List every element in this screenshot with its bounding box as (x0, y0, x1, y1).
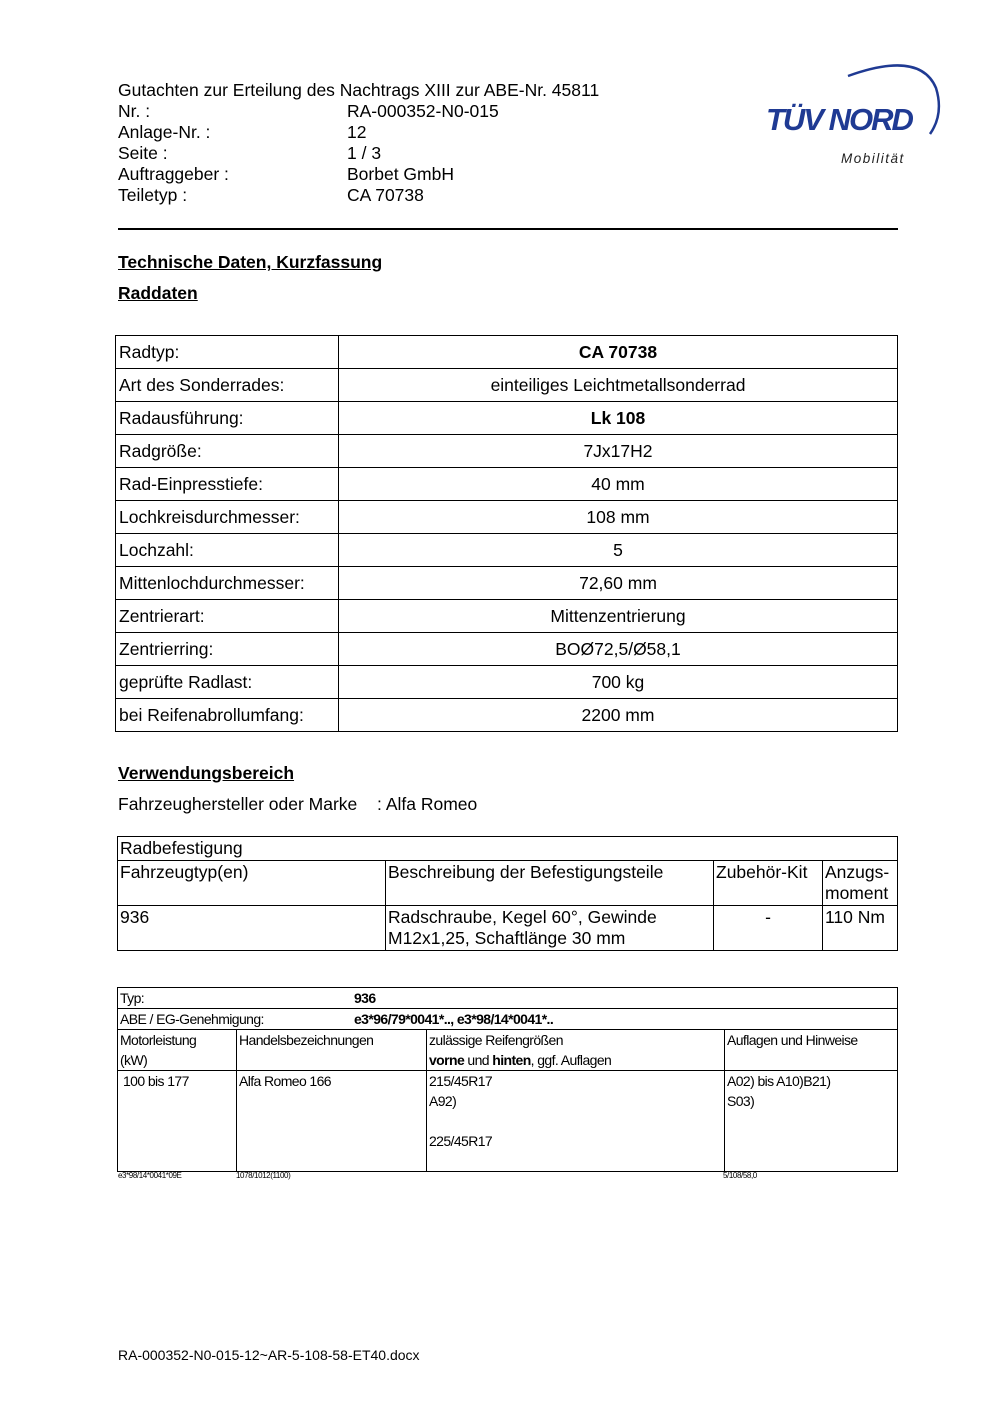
column-header: Beschreibung der Befestigungsteile (386, 861, 714, 906)
header-row-auftraggeber (118, 164, 454, 185)
header-label: Teiletyp : (118, 185, 188, 205)
table-row (116, 336, 898, 369)
wheel-label: Lochzahl: (116, 534, 339, 567)
type-value: 936 (354, 990, 376, 1006)
section-usage: Verwendungsbereich (118, 763, 295, 783)
column-header: Handelsbezeichnungen (237, 1030, 427, 1071)
header-label: Nr. : (118, 101, 151, 121)
wheel-value: 72,60 mm (339, 567, 898, 600)
wheel-data-table (115, 335, 898, 732)
wheel-value: Lk 108 (339, 402, 898, 435)
table-header-row (118, 861, 898, 906)
table-row (116, 600, 898, 633)
table-row (116, 633, 898, 666)
type-row (118, 988, 898, 1009)
power-cell: 100 bis 177 (118, 1071, 237, 1172)
wheel-label: Zentrierart: (116, 600, 339, 633)
table-row (116, 567, 898, 600)
table-row (118, 837, 898, 861)
wheel-label: Radgröße: (116, 435, 339, 468)
header-value: 1 / 3 (347, 143, 382, 163)
table-row (116, 501, 898, 534)
wheel-value: BOØ72,5/Ø58,1 (339, 633, 898, 666)
fixing-kit: - (714, 906, 823, 951)
wheel-label: bei Reifenabrollumfang: (116, 699, 339, 732)
table-row (116, 699, 898, 732)
trade-cell: Alfa Romeo 166 (237, 1071, 427, 1172)
fixing-caption: Radbefestigung (118, 837, 898, 861)
wheel-value: CA 70738 (339, 336, 898, 369)
table-row (118, 988, 898, 1009)
header-row-seite (118, 143, 382, 164)
wheel-value: einteiliges Leichtmetallsonderrad (339, 369, 898, 402)
wheel-value: 700 kg (339, 666, 898, 699)
column-header: Motorleistung (kW) (118, 1030, 237, 1071)
wheel-value: 40 mm (339, 468, 898, 501)
wheel-label: Zentrierring: (116, 633, 339, 666)
type-label: Typ: (120, 990, 145, 1006)
wheel-value: 5 (339, 534, 898, 567)
vehicle-type-table (117, 987, 898, 1172)
header-value: RA-000352-N0-015 (347, 101, 499, 121)
header-row-teiletyp (118, 185, 424, 206)
wheel-label: Radtyp: (116, 336, 339, 369)
table-row (118, 1009, 898, 1030)
column-header: Auflagen und Hinweise (725, 1030, 898, 1071)
wheel-value: 108 mm (339, 501, 898, 534)
wheel-label: Art des Sonderrades: (116, 369, 339, 402)
manufacturer-value: Alfa Romeo (385, 794, 478, 814)
column-header-tyres (427, 1030, 725, 1071)
wheel-value: 2200 mm (339, 699, 898, 732)
wheel-value: Mittenzentrierung (339, 600, 898, 633)
table-row (118, 1071, 898, 1172)
tuev-nord-logo (760, 58, 945, 173)
wheel-fixing-table (117, 836, 898, 951)
section-wheel-data: Raddaten (118, 283, 198, 303)
fixing-description: Radschraube, Kegel 60°, Gewinde M12x1,25, Schaftlänge 30 mm (386, 906, 714, 951)
document-filename: RA-000352-N0-015-12~AR-5-108-58-ET40.docx (118, 1347, 420, 1363)
header-label: Auftraggeber : (118, 164, 229, 184)
manufacturer-label: Fahrzeughersteller oder Marke (118, 794, 358, 814)
column-header: Anzugs- moment (823, 861, 898, 906)
table-row (116, 468, 898, 501)
tyres-header-rest: , ggf. Auflagen (530, 1052, 612, 1068)
column-header: Fahrzeugtyp(en) (118, 861, 386, 906)
wheel-label: Rad-Einpresstiefe: (116, 468, 339, 501)
tyres-header-rear: hinten (492, 1052, 531, 1068)
table-header-row (118, 1030, 898, 1071)
tyres-cell: 215/45R17 A92) 225/45R17 (427, 1071, 725, 1172)
column-header: Zubehör-Kit (714, 861, 823, 906)
foot-code-mid: 1078/1012(1100) (236, 1171, 291, 1180)
header-label: Seite : (118, 143, 168, 163)
fixing-torque: 110 Nm (823, 906, 898, 951)
wheel-label: Radausführung: (116, 402, 339, 435)
notes-cell: A02) bis A10)B21) S03) (725, 1071, 898, 1172)
approval-label: ABE / EG-Genehmigung: (120, 1011, 264, 1027)
tyres-header-line1: zulässige Reifengrößen (429, 1032, 563, 1048)
manufacturer-separator: : (377, 794, 382, 814)
table-row (116, 534, 898, 567)
table-row (116, 435, 898, 468)
wheel-label: Mittenlochdurchmesser: (116, 567, 339, 600)
header-divider (118, 228, 898, 230)
manufacturer-line (118, 794, 477, 815)
header-row-nr (118, 101, 499, 122)
header-row-anlage (118, 122, 367, 143)
table-row (116, 369, 898, 402)
fixing-type: 936 (118, 906, 386, 951)
tyres-header-front: vorne (429, 1052, 465, 1068)
wheel-label: Lochkreisdurchmesser: (116, 501, 339, 534)
section-technical: Technische Daten, Kurzfassung (118, 252, 383, 272)
logo-brand-text: TÜV NORD (766, 102, 912, 137)
logo-tagline: Mobilität (841, 151, 905, 166)
header-value: 12 (347, 122, 367, 142)
tyres-header-and: und (464, 1052, 493, 1068)
approval-value: e3*96/79*0041*.., e3*98/14*0041*.. (354, 1011, 554, 1027)
report-title: Gutachten zur Erteilung des Nachtrags XIII zur ABE-Nr. 45811 (118, 80, 600, 100)
header-label: Anlage-Nr. : (118, 122, 211, 142)
header-value: Borbet GmbH (347, 164, 454, 184)
table-row (118, 906, 898, 951)
wheel-label: geprüfte Radlast: (116, 666, 339, 699)
wheel-value: 7Jx17H2 (339, 435, 898, 468)
table-row (116, 402, 898, 435)
header-value: CA 70738 (347, 185, 424, 205)
approval-row (118, 1009, 898, 1030)
table-row (116, 666, 898, 699)
foot-code-right: 5/108/58,0 (723, 1171, 757, 1180)
foot-code-left: e3*98/14*0041*09E (118, 1171, 182, 1180)
